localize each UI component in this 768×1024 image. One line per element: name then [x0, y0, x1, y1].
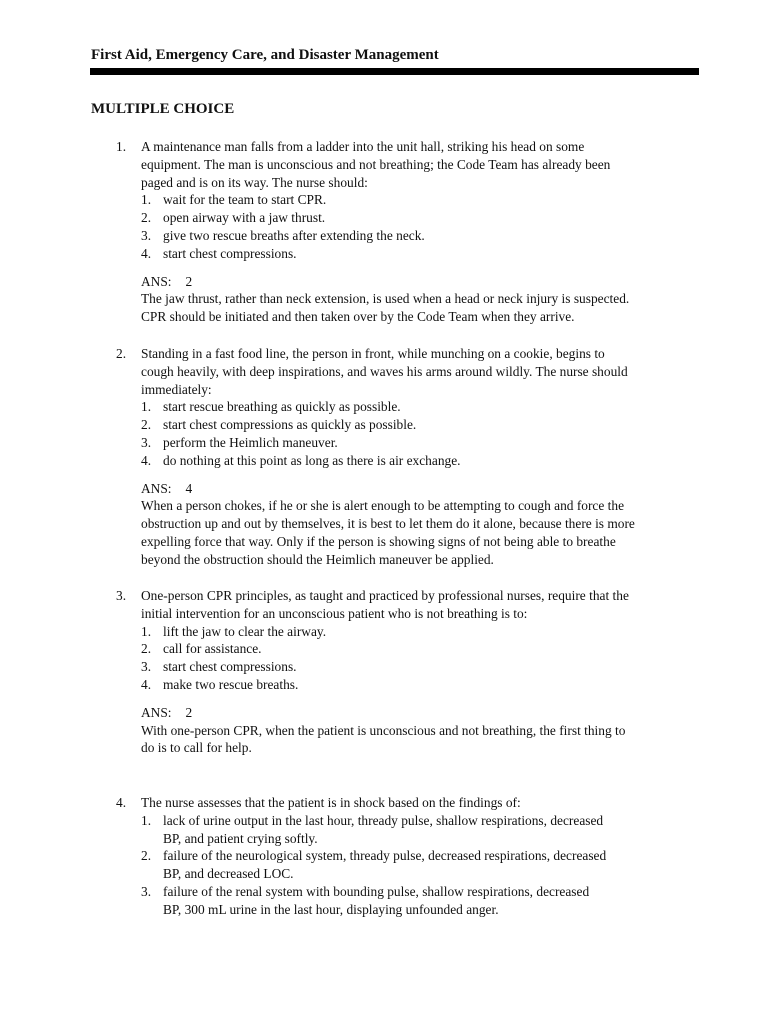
- answer-line: [141, 273, 706, 291]
- page-title: First Aid, Emergency Care, and Disaster Management: [91, 47, 439, 63]
- option-text: wait for the team to start CPR.: [163, 192, 327, 208]
- option-item[interactable]: [141, 623, 706, 641]
- answer-label: ANS:: [141, 480, 172, 496]
- option-item[interactable]: [141, 676, 706, 694]
- rationale-line: beyond the obstruction should the Heimlich maneuver be applied.: [141, 551, 494, 567]
- option-text: make two rescue breaths.: [163, 676, 299, 692]
- option-text: failure of the neurological system, thready pulse, decreased respirations, decreased: [163, 848, 607, 864]
- option-item[interactable]: [141, 640, 706, 658]
- stem-line: cough heavily, with deep inspirations, and waves his arms around wildly. The nurse should: [141, 363, 628, 379]
- option-item[interactable]: [141, 658, 706, 676]
- option-list: [141, 398, 706, 469]
- answer-value: 4: [185, 480, 193, 496]
- rationale-line: When a person chokes, if he or she is alert enough to be attempting to cough and force the: [141, 498, 625, 514]
- option-number: 2.: [141, 210, 152, 226]
- rationale-line: The jaw thrust, rather than neck extension, is used when a head or neck injury is suspected.: [141, 291, 630, 307]
- option-number: 2.: [141, 848, 152, 864]
- option-number: 4.: [141, 676, 152, 692]
- rationale-line: do is to call for help.: [141, 740, 252, 756]
- rationale-line: obstruction up and out by themselves, it is best to let them do it alone, because there is more: [141, 516, 635, 532]
- answer-value: 2: [185, 273, 193, 289]
- answer-value: 2: [185, 704, 193, 720]
- option-number: 1.: [141, 623, 152, 639]
- option-item[interactable]: [141, 416, 706, 434]
- stem-line: A maintenance man falls from a ladder into the unit hall, striking his head on some: [141, 139, 585, 154]
- option-text: perform the Heimlich maneuver.: [163, 434, 338, 450]
- option-text: lift the jaw to clear the airway.: [163, 623, 327, 639]
- question-3: [116, 587, 706, 757]
- answer-line: [141, 480, 706, 498]
- option-item[interactable]: [141, 209, 706, 227]
- stem-line: initial intervention for an unconscious patient who is not breathing is to:: [141, 605, 528, 621]
- question-number: 2.: [116, 346, 127, 361]
- option-number: 4.: [141, 245, 152, 261]
- answer-label: ANS:: [141, 273, 172, 289]
- option-number: 1.: [141, 812, 152, 828]
- option-text: failure of the renal system with bounding pulse, shallow respirations, decreased: [163, 883, 590, 899]
- option-item[interactable]: [141, 452, 706, 470]
- section-heading: MULTIPLE CHOICE: [91, 101, 235, 117]
- question-number: 1.: [116, 139, 127, 154]
- option-text: open airway with a jaw thrust.: [163, 210, 326, 226]
- stem-line: The nurse assesses that the patient is in shock based on the findings of:: [141, 795, 521, 810]
- rationale-line: CPR should be initiated and then taken over by the Code Team when they arrive.: [141, 309, 575, 325]
- option-list: [141, 191, 706, 262]
- option-number: 3.: [141, 883, 152, 899]
- option-list: [141, 812, 706, 919]
- question-4: [116, 794, 706, 919]
- stem-line: Standing in a fast food line, the person in front, while munching on a cookie, begins to: [141, 346, 605, 361]
- question-number: 3.: [116, 588, 127, 603]
- option-text: call for assistance.: [163, 641, 262, 657]
- stem-line: paged and is on its way. The nurse should:: [141, 174, 368, 190]
- rationale: [141, 497, 706, 568]
- answer-label: ANS:: [141, 704, 172, 720]
- option-number: 3.: [141, 227, 152, 243]
- option-item[interactable]: [141, 847, 706, 883]
- option-item[interactable]: [141, 398, 706, 416]
- option-text: start chest compressions.: [163, 245, 297, 261]
- question-number: 4.: [116, 795, 127, 810]
- option-list: [141, 623, 706, 694]
- option-number: 4.: [141, 452, 152, 468]
- option-text: start chest compressions.: [163, 659, 297, 675]
- option-number: 2.: [141, 641, 152, 657]
- option-item[interactable]: [141, 191, 706, 209]
- option-item[interactable]: [141, 812, 706, 848]
- option-number: 3.: [141, 434, 152, 450]
- stem-line: equipment. The man is unconscious and not breathing; the Code Team has already been: [141, 156, 611, 172]
- option-text: BP, and patient crying softly.: [163, 830, 318, 846]
- option-item[interactable]: [141, 245, 706, 263]
- option-item[interactable]: [141, 434, 706, 452]
- option-text: do nothing at this point as long as there is air exchange.: [163, 452, 461, 468]
- question-1: [116, 138, 706, 326]
- rationale: [141, 722, 706, 758]
- option-text: BP, 300 mL urine in the last hour, displaying unfounded anger.: [163, 901, 499, 917]
- option-text: start chest compressions as quickly as possible.: [163, 417, 417, 433]
- rationale: [141, 290, 706, 326]
- stem-line: One-person CPR principles, as taught and practiced by professional nurses, require that the: [141, 588, 629, 603]
- rationale-line: With one-person CPR, when the patient is unconscious and not breathing, the first thing to: [141, 722, 626, 738]
- rationale-line: expelling force that way. Only if the person is showing signs of not being able to breathe: [141, 533, 616, 549]
- option-number: 2.: [141, 417, 152, 433]
- option-text: BP, and decreased LOC.: [163, 866, 294, 882]
- answer-line: [141, 704, 706, 722]
- option-text: give two rescue breaths after extending the neck.: [163, 227, 425, 243]
- option-number: 1.: [141, 192, 152, 208]
- option-number: 1.: [141, 399, 152, 415]
- option-number: 3.: [141, 659, 152, 675]
- option-text: start rescue breathing as quickly as possible.: [163, 399, 401, 415]
- option-item[interactable]: [141, 883, 706, 919]
- question-2: [116, 345, 706, 569]
- title-rule: [90, 68, 699, 75]
- stem-line: immediately:: [141, 381, 212, 397]
- option-text: lack of urine output in the last hour, thready pulse, shallow respirations, decreased: [163, 812, 604, 828]
- option-item[interactable]: [141, 227, 706, 245]
